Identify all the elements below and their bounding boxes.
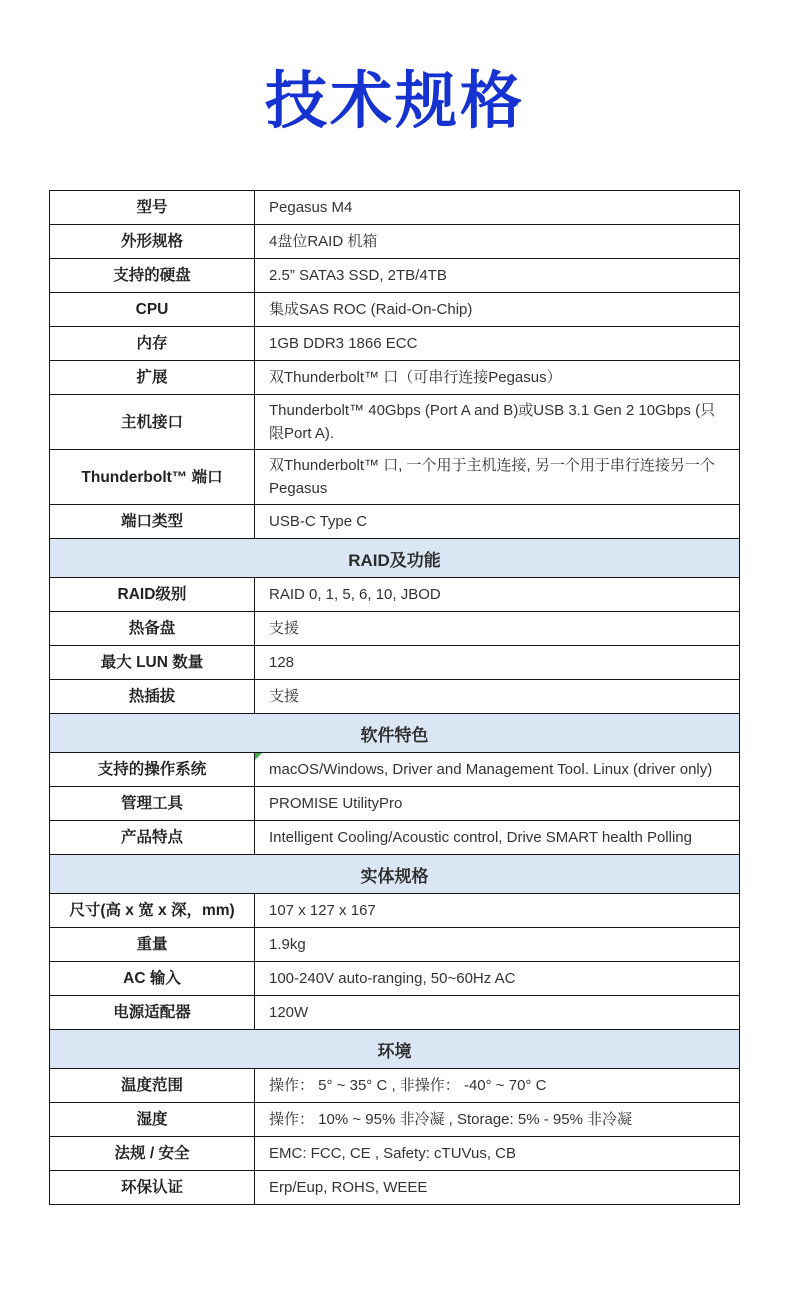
- table-row: [50, 449, 739, 504]
- table-section-header: 环境: [50, 1029, 739, 1068]
- row-value: 128: [269, 654, 295, 671]
- cell-corner-marker-icon: [255, 753, 262, 760]
- table-row: [50, 611, 739, 645]
- row-label: 环保认证: [50, 1171, 255, 1204]
- table-row: [50, 191, 739, 224]
- row-value: 双Thunderbolt™ 口（可串行连接Pegasus）: [269, 369, 562, 386]
- table-row: [50, 504, 739, 538]
- table-row: [50, 820, 739, 854]
- row-label: 重量: [50, 928, 255, 961]
- table-row: [50, 1068, 739, 1102]
- table-row: [50, 995, 739, 1029]
- row-value: 100-240V auto-ranging, 50~60Hz AC: [269, 970, 516, 987]
- row-value: 支援: [269, 620, 300, 637]
- row-value: 双Thunderbolt™ 口, 一个用于主机连接, 另一个用于串行连接另一个Pegasus: [269, 457, 715, 497]
- row-label: 支持的硬盘: [50, 259, 255, 292]
- row-value: USB-C Type C: [269, 513, 368, 530]
- table-row: [50, 927, 739, 961]
- table-row: [50, 645, 739, 679]
- table-row: [50, 360, 739, 394]
- row-label: 温度范围: [50, 1069, 255, 1102]
- row-value: PROMISE UtilityPro: [269, 795, 403, 812]
- row-value: EMC: FCC, CE , Safety: cTUVus, CB: [269, 1145, 516, 1162]
- table-row: [50, 292, 739, 326]
- row-label: 法规 / 安全: [50, 1137, 255, 1170]
- row-value: Thunderbolt™ 40Gbps (Port A and B)或USB 3.1 Gen 2 10Gbps (只限Port A).: [269, 402, 716, 442]
- row-value: macOS/Windows, Driver and Management Tool. Linux (driver only): [255, 753, 739, 786]
- row-value: 4盘位RAID 机箱: [269, 233, 378, 250]
- table-row: [50, 961, 739, 995]
- table-section-header: 软件特色: [50, 713, 739, 752]
- row-value: Pegasus M4: [269, 199, 353, 216]
- row-label: 湿度: [50, 1103, 255, 1136]
- table-section-header: 实体规格: [50, 854, 739, 893]
- row-label: 型号: [50, 191, 255, 224]
- row-label: 端口类型: [50, 505, 255, 538]
- row-label: 扩展: [50, 361, 255, 394]
- table-row: [50, 326, 739, 360]
- page-title: 技术规格: [264, 67, 525, 136]
- row-label: 热插拔: [50, 680, 255, 713]
- row-label: 管理工具: [50, 787, 255, 820]
- row-value: 集成SAS ROC (Raid-On-Chip): [269, 301, 473, 318]
- row-value: 操作： 5° ~ 35° C , 非操作： -40° ~ 70° C: [269, 1077, 547, 1094]
- row-label: 电源适配器: [50, 996, 255, 1029]
- table-row: [50, 786, 739, 820]
- table-row: [50, 752, 739, 786]
- row-value: Intelligent Cooling/Acoustic control, Drive SMART health Polling: [269, 829, 692, 846]
- row-label: 支持的操作系统: [50, 753, 255, 786]
- row-value: 1.9kg: [269, 936, 306, 953]
- row-label: Thunderbolt™ 端口: [50, 450, 255, 504]
- row-value: 1GB DDR3 1866 ECC: [269, 335, 418, 352]
- table-section-header: RAID及功能: [50, 538, 739, 577]
- table-row: [50, 577, 739, 611]
- table-row: [50, 394, 739, 449]
- row-value: 107 x 127 x 167: [269, 902, 376, 919]
- row-value: Erp/Eup, ROHS, WEEE: [269, 1179, 428, 1196]
- row-value: 2.5” SATA3 SSD, 2TB/4TB: [269, 267, 447, 284]
- row-label: RAID级别: [50, 578, 255, 611]
- table-row: [50, 1102, 739, 1136]
- row-label: CPU: [50, 293, 255, 326]
- row-label: 内存: [50, 327, 255, 360]
- row-label: 产品特点: [50, 821, 255, 854]
- table-row: [50, 258, 739, 292]
- spec-table: [49, 190, 740, 1205]
- table-row: [50, 224, 739, 258]
- row-label: 主机接口: [50, 395, 255, 449]
- row-label: 外形规格: [50, 225, 255, 258]
- row-label: 最大 LUN 数量: [50, 646, 255, 679]
- table-row: [50, 1170, 739, 1204]
- row-label: AC 输入: [50, 962, 255, 995]
- table-row: [50, 893, 739, 927]
- row-value: 支援: [269, 688, 300, 705]
- row-label: 热备盘: [50, 612, 255, 645]
- row-value: 120W: [269, 1004, 309, 1021]
- table-row: [50, 679, 739, 713]
- row-value: RAID 0, 1, 5, 6, 10, JBOD: [269, 586, 441, 603]
- row-label: 尺寸(高 x 宽 x 深，mm): [50, 894, 255, 927]
- row-value: 操作： 10% ~ 95% 非冷凝 , Storage: 5% - 95% 非冷凝: [269, 1111, 633, 1128]
- table-row: [50, 1136, 739, 1170]
